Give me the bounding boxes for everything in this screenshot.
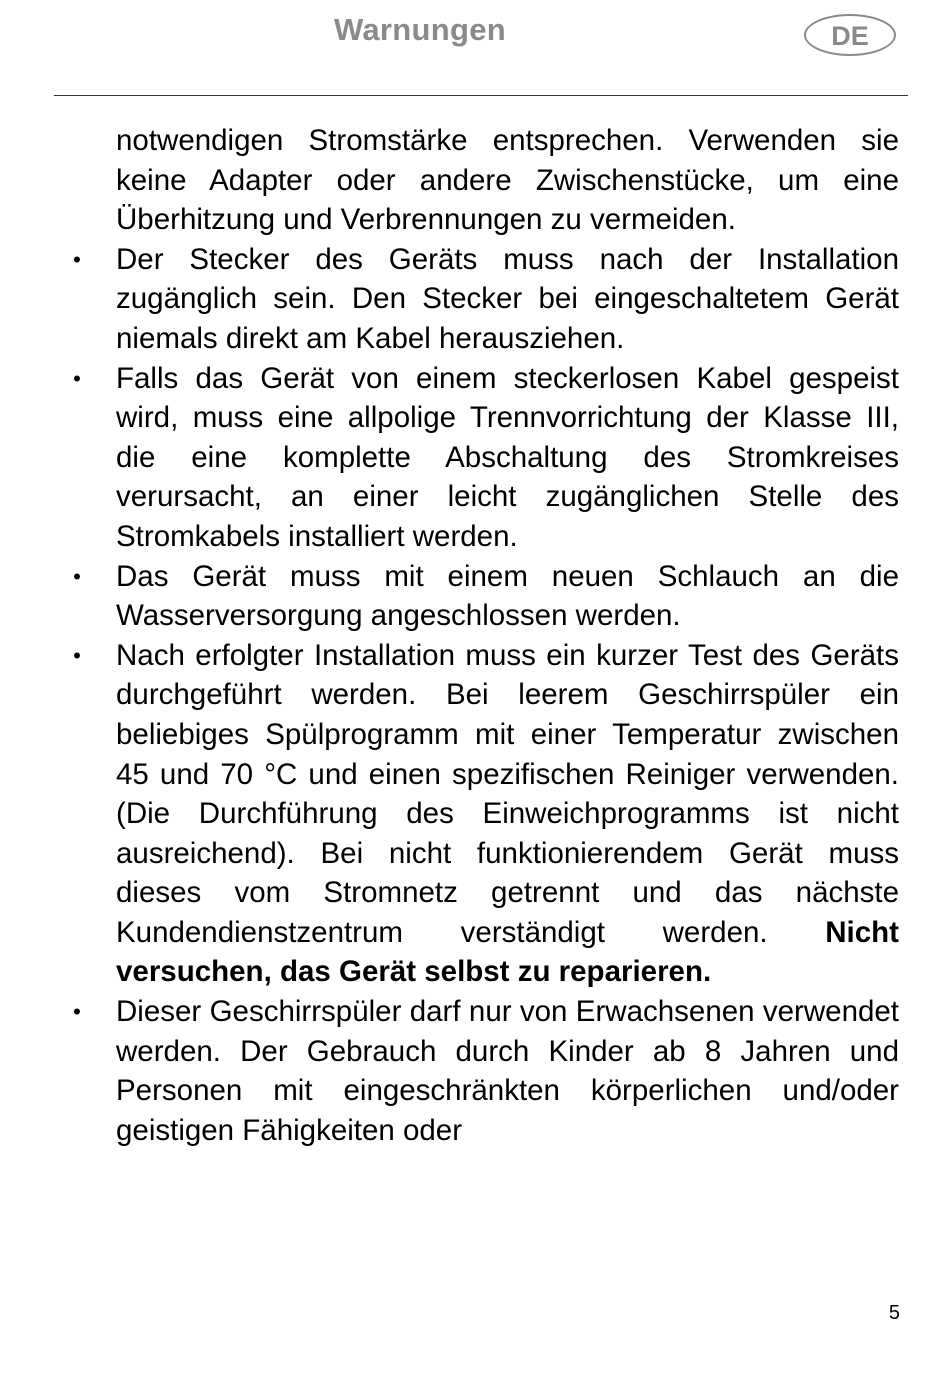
bullet-icon: • [73,246,81,272]
page-number: 5 [888,1302,900,1324]
bullet-icon: • [73,642,81,668]
list-item [73,359,899,557]
page-content [73,121,899,1150]
list-item-text: Falls das Gerät von einem steckerlosen Kabel gespeist wird, muss eine allpolige Trennvorrichtung der Klasse III, die eine komplette Abschaltung des Stromkreises verursacht, an einer leicht zugänglichen Stelle des Stromkabels installiert werden. [116,361,899,553]
bullet-icon: • [73,365,81,391]
list-item [73,240,899,359]
list-item [73,557,899,636]
page-header [0,0,950,100]
bullet-icon: • [73,999,81,1025]
warning-emphasis: Nicht versuchen, das Gerät selbst zu reparieren. [116,915,899,989]
header-divider [54,95,908,96]
list-item-text: Das Gerät muss mit einem neuen Schlauch an die Wasserversorgung angeschlossen werden. [116,559,899,633]
page-title: Warnungen [333,12,507,47]
list-item [73,992,899,1150]
intro-paragraph: notwendigen Stromstärke entsprechen. Verwenden sie keine Adapter oder andere Zwischenstücke, um eine Überhitzung und Verbrennungen zu vermeiden. [116,124,899,237]
list-item-text: Dieser Geschirrspüler darf nur von Erwachsenen verwendet werden. Der Gebrauch durch Kinder ab 8 Jahren und Personen mit eingeschränkten körperlichen und/oder geistigen Fähigkeiten oder [116,995,899,1147]
list-item [73,636,899,992]
list-item-text: Der Stecker des Geräts muss nach der Installation zugänglich sein. Den Stecker bei eingeschaltetem Gerät niemals direkt am Kabel herausziehen. [116,242,899,355]
list-item-text: Nach erfolgter Installation muss ein kurzer Test des Geräts durchgeführt werden. Bei leerem Geschirrspüler ein beliebiges Spülprogramm mit einer Temperatur zwischen 45 und 70 °C und einen spezifischen Reiniger verwenden. (Die Durchführung des Einweichprogramms ist nicht ausreichend). Bei nicht funktionierendem Gerät muss dieses vom Stromnetz getrennt und das nächste Kundendienstzentrum verständigt werden. [116,638,899,949]
bullet-icon: • [73,563,81,589]
language-badge: DE [804,14,896,56]
